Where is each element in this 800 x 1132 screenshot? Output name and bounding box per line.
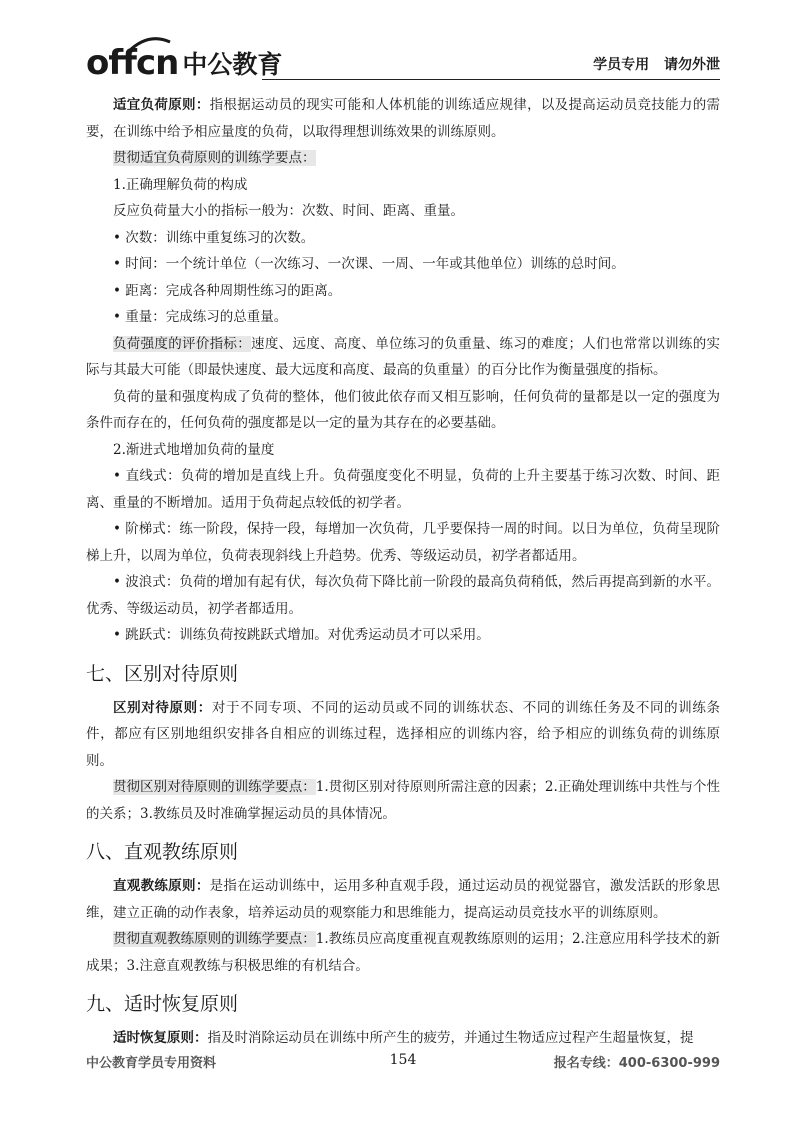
list-item: • 波浪式：负荷的增加有起有伏，每次负荷下降比前一阶段的最高负荷稍低，然后再提高到新的水平。优秀、等级运动员，初学者都适用。	[86, 574, 720, 617]
paragraph: 2.渐进式地增加负荷的量度	[113, 441, 275, 458]
highlight: 贯彻区别对待原则的训练学要点：	[113, 779, 316, 795]
page-header	[86, 36, 720, 83]
header-tag-members: 学员专用	[593, 57, 650, 73]
highlight: 负荷强度的评价指标：	[113, 335, 252, 352]
logo-arc-icon	[126, 36, 172, 54]
header-tags	[583, 54, 720, 74]
paragraph	[86, 1025, 720, 1052]
section-heading: 七、区别对待原则	[86, 662, 239, 685]
paragraph	[86, 331, 720, 384]
list-item: • 直线式：负荷的增加是直线上升。负荷强度变化不明显，负荷的上升主要基于练习次数、时间、距离、重量的不断增加。适用于负荷起点较低的初学者。	[86, 468, 720, 511]
text: 对于不同专项、不同的运动员或不同的训练状态、不同的训练任务及不同的训练条件，都应有区别地组织安排各自相应的训练过程，选择相应的训练内容，给予相应的训练负荷的训练原则。	[86, 699, 721, 769]
section-heading: 九、适时恢复原则	[86, 993, 239, 1015]
text: 1.教练员应高度重视直观教练原则的运用；2.注意应用科学技术的新成果；3.注意直观教练与积极思维的有机结合。	[86, 931, 721, 974]
paragraph	[86, 92, 720, 145]
list-item: • 次数：训练中重复练习的次数。	[113, 229, 315, 246]
text: 速度、远度、高度、单位练习的负重量、练习的难度；人们也常常以训练的实际与其最大可能（即最快速度、最大远度和高度、最高的负重量）的百分比作为衡量强度的指标。	[86, 335, 721, 378]
header-tag-confidential: 请勿外泄	[664, 57, 720, 73]
page-content	[86, 92, 720, 1052]
header-rule	[262, 79, 720, 80]
footer-label: 中公教育学员专用资料	[86, 1056, 217, 1071]
list-item: • 阶梯式：练一阶段，保持一段，每增加一次负荷，几乎要保持一周的时间。以日为单位，负荷呈现阶梯上升，以周为单位，负荷表现斜线上升趋势。优秀、等级运动员，初学者都适用。	[86, 521, 720, 564]
offcn-logo	[86, 36, 283, 83]
term: 适宜负荷原则：	[113, 97, 210, 113]
paragraph: 负荷的量和强度构成了负荷的整体，他们彼此依存而又相互影响，任何负荷的量都是以一定的强度为条件而存在的，任何负荷的强度都是以一定的量为其存在的必要基础。	[86, 388, 720, 431]
term: 区别对待原则：	[113, 699, 212, 716]
paragraph	[86, 926, 720, 979]
page-number: 154	[389, 1052, 417, 1068]
list-item: • 重量：完成练习的总重量。	[113, 309, 288, 325]
logo-text-en: offcn	[86, 43, 179, 83]
text: 指及时消除运动员在训练中所产生的疲劳，并通过生物适应过程产生超量恢复，提	[207, 1030, 694, 1046]
paragraph: 1.正确理解负荷的构成	[113, 176, 248, 193]
paragraph	[86, 774, 720, 827]
text: 指根据运动员的现实可能和人体机能的训练适应规律，以及提高运动员竞技能力的需要，在训练中给予相应量度的负荷，以取得理想训练效果的训练原则。	[86, 97, 721, 140]
highlight: 贯彻直观教练原则的训练学要点：	[113, 931, 316, 947]
term: 直观教练原则：	[113, 878, 210, 894]
text: 1.贯彻区别对待原则所需注意的因素；2.正确处理训练中共性与个性的关系；3.教练员及时准确掌握运动员的具体情况。	[86, 779, 721, 822]
list-item: • 距离：完成各种周期性练习的距离。	[113, 282, 342, 299]
logo-text-cn: 中公教育	[182, 50, 283, 79]
list-item: • 时间：一个统计单位（一次练习、一次课、一周、一年或其他单位）训练的总时间。	[113, 256, 625, 272]
paragraph: 反应负荷量大小的指标一般为：次数、时间、距离、重量。	[113, 203, 464, 219]
list-item: • 跳跃式：训练负荷按跳跃式增加。对优秀运动员才可以采用。	[113, 627, 490, 643]
section-heading: 八、直观教练原则	[86, 841, 239, 863]
paragraph	[86, 145, 720, 172]
paragraph	[86, 695, 720, 775]
page-footer	[86, 1052, 720, 1076]
term: 适时恢复原则：	[113, 1030, 208, 1046]
text: 是指在运动训练中，运用多种直观手段，通过运动员的视觉器官，激发活跃的形象思维，建立正确的动作表象，培养运动员的观察能力和思维能力，提高运动员竞技水平的训练原则。	[86, 878, 721, 921]
paragraph	[86, 873, 720, 926]
footer-hotline: 报名专线：400-6300-999	[553, 1056, 720, 1071]
highlight: 贯彻适宜负荷原则的训练学要点：	[113, 150, 316, 166]
